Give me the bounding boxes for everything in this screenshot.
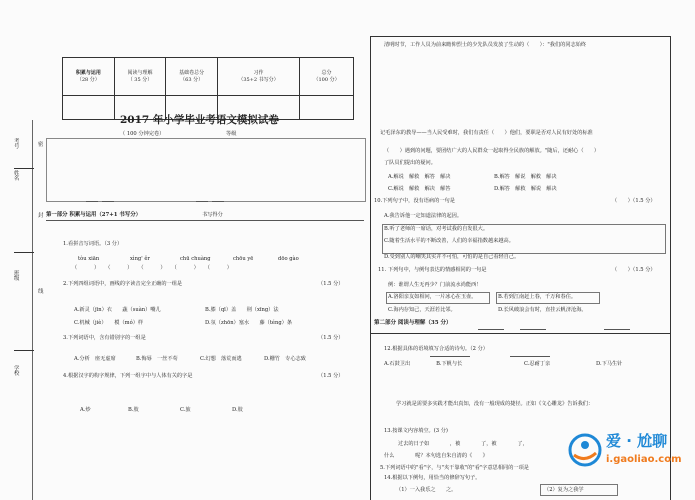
score-blank[interactable] (63, 96, 115, 120)
class-label: 班级 (12, 270, 19, 281)
school-label: 学校 (12, 365, 19, 376)
q2-stem: 2.下列四组词语中，画线的字读音完全正确的一组是 (63, 281, 183, 287)
q9-option-d[interactable]: D.解答 解救 解说 解决 (494, 186, 557, 192)
q12-stem: 12.根据具体的语境填写合适的诗句。（2 分） (384, 346, 488, 352)
exam-number-label: 考号 (12, 138, 19, 149)
q9-option-b[interactable]: B.解答 解说 解救 解决 (494, 174, 557, 180)
q1-pinyin-3: chū chuàng (180, 256, 211, 262)
score-cell: 积累与运用 （28 分） (63, 58, 115, 96)
reading-line-1: 学习就是需要多实践才能出真知，没有一般现成的捷径。正如《文心雕龙》告诉我们： (396, 401, 594, 407)
score-cell: 阅读与理解 （ 35 分） (114, 58, 166, 96)
q11-option-c[interactable]: C.海内存知己，天涯若比邻。 (388, 307, 456, 313)
q2-option-a[interactable]: A.新灵（jīn）衣 蔬（suàn）嘴儿 (74, 307, 161, 313)
grade-box (46, 138, 366, 202)
q11-option-d[interactable]: D.长风破浪会有时，直挂云帆济沧海。 (498, 307, 587, 313)
q2-score: （1.5 分） (318, 281, 344, 287)
watermark-url: i.gaoliao.com (606, 454, 682, 465)
q1-pinyin-1: tòu xiān (78, 256, 100, 262)
q12-options-ab[interactable]: A.石鼓卫出 B.下帆与长 (384, 361, 463, 367)
mark-line (196, 201, 208, 202)
part2-divider (370, 333, 670, 334)
score-cell: 习作 （35+2 书写分） (217, 58, 299, 96)
q11-option-a[interactable]: A.洛阳亲友如相问，一片冰心在玉壶。 (388, 294, 477, 300)
q4-score: （1.5 分） (318, 373, 344, 379)
q1-pinyin-4: chōu yē (233, 256, 254, 262)
q9-option-c[interactable]: C.解说 解救 解决 解答 (388, 186, 451, 192)
q9-option-a[interactable]: A.解说 解救 解答 解决 (388, 174, 451, 180)
mark-line (520, 329, 546, 330)
exam-time: （ 100 分钟完卷） (120, 131, 165, 137)
field-line (14, 252, 34, 253)
q2-option-b[interactable]: B.膝（qī）盖 荆（xīng）法 (205, 307, 279, 313)
passage-line-4: 了队员们提出的疑问。 (384, 160, 436, 166)
mark-line (102, 201, 114, 202)
q4-stem: 4.根据汉字的构字规律，下列一组字中与人体有关的字是 (63, 373, 193, 379)
q2-option-c[interactable]: C.机械（jiè） 模（mó）样 (74, 320, 144, 326)
q13-line-2[interactable]: 什么 呢？本句选自朱自清的《 》 (384, 453, 488, 459)
mark-line (510, 356, 550, 357)
field-line (14, 168, 34, 169)
watermark-logo-icon (568, 433, 602, 467)
part1-title: 第一部分 积累与运用（27+1 书写分） (46, 212, 141, 218)
part2-title: 第二部分 阅读与理解（35 分） (374, 320, 452, 326)
seal-mark-3: 线 (36, 288, 43, 294)
passage-line-2: 记毛泽东的教导——当人民受难时，我们有责任（ ）他们，要职是否对人民有好处的标准 (380, 130, 593, 136)
q2-option-d[interactable]: D.氛（zhōn）塞水 藤（téng）条 (205, 320, 293, 326)
score-table (62, 57, 354, 120)
write-score-label: 书写得分 (202, 212, 223, 218)
score-cell: 基础卷总分 （63 分） (166, 58, 218, 96)
right-page-border (670, 36, 671, 500)
q10-option-a[interactable]: A.我告诉他一定知道法律的起因。 (384, 213, 463, 219)
q11-example: 例：谁谓人生无再少？门前流水尚能西！ (388, 282, 482, 288)
passage-line-1: 清明时节，工作人员为前来瞻仰烈士的少先队员发放了生动的（ ）："我们的同志始终 (384, 42, 587, 48)
q3-option-d[interactable]: D.栅竹 专心志致 (264, 356, 306, 362)
field-line (14, 350, 34, 351)
name-label: 姓名 (12, 170, 19, 181)
q1-stem: 1.看拼音写词语。（3 分） (63, 241, 123, 247)
q10-score: （ ）（1.5 分） (612, 198, 656, 204)
q4-option-c[interactable]: C.旅 (180, 407, 191, 413)
q10-stem: 10.下列句子中，没有语病的一句是 (374, 198, 455, 204)
q14-item-1[interactable]: （1）一入我乐之 之。 (396, 487, 457, 493)
grade-label: 等级 (226, 131, 237, 137)
q10-option-d[interactable]: D.受到别人的嘲笑其实并不可怕，可怕的是自己看轻自己。 (384, 254, 520, 260)
right-page-border (370, 36, 670, 37)
q14-stem: 14.根据以下例句，用恰当的修辞写句子。 (384, 475, 481, 481)
mark-line (604, 329, 630, 330)
q12-option-d[interactable]: D.下马生针 (596, 361, 623, 367)
seal-mark-2: 封 (36, 212, 43, 218)
part1-divider (46, 220, 364, 221)
q4-option-a[interactable]: A.炒 (80, 407, 91, 413)
q10-option-c[interactable]: C.随着生活水平的不断改善，人们的幸福指数越来越高。 (384, 238, 514, 244)
watermark-brand: 爱 · 尬聊 (606, 432, 668, 450)
q11-option-b[interactable]: B.若到江南赶上春，千万和春住。 (498, 294, 577, 300)
q11-stem: 11. 下列句中，与例句表达的情感相同的一句是 (378, 267, 487, 273)
seal-mark-1: 密 (36, 141, 43, 147)
q14-item-2[interactable]: （2）复为之我学 (544, 487, 584, 493)
q1-pinyin-5: dōo gào (278, 256, 299, 262)
q12-option-c[interactable]: C.忍耐丁亲 (524, 361, 551, 367)
q4-option-b[interactable]: B.肢 (128, 407, 139, 413)
q3-option-a[interactable]: A.分析 座无虚席 (74, 356, 116, 362)
q4-option-d[interactable]: D.肢 (232, 407, 243, 413)
mark-line (430, 356, 470, 357)
score-cell: 总分 （100 分） (300, 58, 354, 96)
score-blank[interactable] (300, 96, 354, 120)
q3-score: （1.5 分） (318, 335, 344, 341)
q13-line-1[interactable]: 过去的日子如 ，被 了，被 了， (398, 441, 528, 447)
right-page-border (370, 36, 371, 500)
binding-line (32, 120, 33, 500)
q3-option-b[interactable]: B.悔辱 一丝不苟 (136, 356, 178, 362)
mark-line (212, 201, 224, 202)
q14-word-question: 5.下列词语中的"看"字，与"夹干靠收"的"看"字意思相同的一项是 (380, 465, 529, 471)
q3-stem: 3.下列词语中，含有错别字的一组是 (63, 335, 146, 341)
passage-line-3: （ ）遇到的问题，要团结广大的人民群众一起取得全民族的解放。"随后，还耐心（ ） (384, 148, 600, 154)
q1-pinyin-2: xìng' ěr (130, 256, 150, 262)
q11-score: （ ）（1.5 分） (612, 267, 656, 273)
mark-line (86, 201, 98, 202)
q10-option-b[interactable]: B.听了老师的一席话，对考试我的自发很大。 (384, 226, 489, 232)
exam-title: 2017 年小学毕业考语文模拟试卷 (120, 114, 279, 126)
mark-line (478, 329, 504, 330)
q13-stem: 13.按课文内容填空。(3 分) (384, 428, 448, 434)
q1-answer-brackets[interactable]: （ ） （ ） （ ） （ ） （ ） (72, 265, 233, 271)
q3-option-c[interactable]: C.幻想 落荒而逃 (200, 356, 242, 362)
